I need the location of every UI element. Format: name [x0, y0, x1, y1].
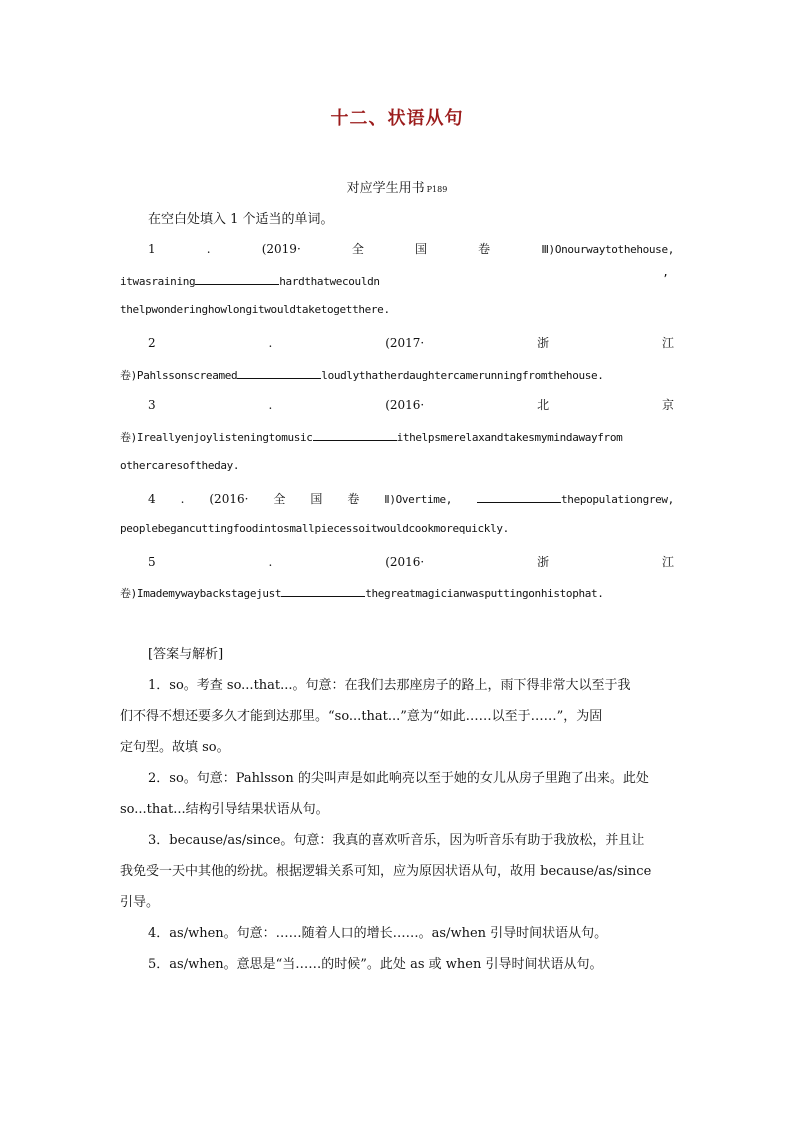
q4-year: (2016·: [209, 492, 249, 506]
answer-4-line-1: 4．as/when。句意：……随着人口的增长……。as/when 引导时间状语从句。: [148, 926, 608, 941]
q1-dot: .: [206, 242, 211, 256]
question-1-line-3: thelpwonderinghowlongitwouldtaketogetthere.: [120, 303, 390, 316]
answers-section: [120, 639, 674, 980]
question-3-line-3: othercaresoftheday.: [120, 459, 240, 472]
answer-3-line-3: 引导。: [120, 895, 160, 910]
q1-text-2b: hardthatwecouldn: [279, 275, 380, 288]
q4-dot: .: [180, 492, 185, 506]
q2-char-a: 浙: [537, 336, 550, 350]
answer-5-line-1: 5．as/when。意思是“当……的时候”。此处 as 或 when 引导时间状语从句。: [148, 957, 603, 972]
q5-char-a: 浙: [537, 555, 550, 569]
question-3-line-1: [148, 396, 674, 413]
q3-char-a: 北: [537, 398, 550, 412]
subtitle-text: 对应学生用书: [346, 181, 425, 196]
q1-char-b: 国: [415, 242, 428, 256]
answer-blank-4[interactable]: [477, 490, 561, 503]
question-4-line-1: [148, 490, 674, 507]
question-2-line-1: [148, 334, 674, 351]
q4-number: 4: [148, 492, 156, 506]
question-5-line-1: [148, 553, 674, 570]
q3-text-2a: 卷)Ireallyenjoylisteningtomusic: [120, 431, 313, 444]
q2-text-2a: 卷)Pahlssonscreamed: [120, 369, 238, 382]
q1-year: (2019·: [261, 242, 301, 256]
q5-char-b: 江: [661, 555, 674, 569]
question-1-line-1: [148, 240, 674, 257]
q4-char-a: 全: [273, 492, 286, 506]
answer-blank-2[interactable]: [237, 366, 321, 379]
answer-blank-3[interactable]: [313, 428, 397, 441]
q2-char-b: 江: [661, 336, 674, 350]
q1-text-2a: itwasraining: [120, 275, 196, 288]
q2-text-2b: loudlythatherdaughtercamerunningfromthehouse.: [321, 369, 604, 382]
q3-text-2b: ithelpsmerelaxandtakesmymindawayfrom: [396, 431, 623, 444]
answer-1-line-1: 1．so。考查 so...that...。句意：在我们去那座房子的路上，雨下得非常大以至于我: [148, 678, 631, 693]
q4-text-e-content: thepopulationgrew,: [561, 493, 674, 506]
q1-text-d: Ⅲ)Onourwaytothehouse,: [541, 243, 674, 256]
q5-dot: .: [268, 555, 273, 569]
question-3-line-2: [120, 428, 674, 445]
answer-1-line-2: 们不得不想还要多久才能到达那里。“so...that...”意为“如此……以至于……”，为固: [120, 709, 603, 724]
q1-apostrophe: ’: [662, 272, 669, 285]
instruction: 在空白处填入 1 个适当的单词。: [148, 212, 334, 227]
q5-year: (2016·: [385, 555, 425, 569]
q2-number: 2: [148, 336, 156, 350]
question-4-line-2: peoplebegancuttingfoodintosmallpiecessoitwouldcookmorequickly.: [120, 522, 509, 535]
q4-text-e: [477, 490, 674, 506]
answer-blank-1[interactable]: [195, 272, 279, 285]
q3-year: (2016·: [385, 398, 425, 412]
q1-char-c: 卷: [478, 242, 491, 256]
answer-3-line-2: 我免受一天中其他的纷扰。根据逻辑关系可知，应为原因状语从句，故用 because/as/since: [120, 864, 652, 879]
q4-text-d: Ⅱ)Overtime,: [384, 493, 453, 506]
q5-text-2a: 卷)Imademywaybackstagejust: [120, 587, 282, 600]
answer-2-line-2: so...that...结构引导结果状语从句。: [120, 802, 329, 817]
question-5-line-2: [120, 584, 674, 601]
q3-dot: .: [268, 398, 273, 412]
q4-char-c: 卷: [347, 492, 360, 506]
page-title: 十二、状语从句: [330, 108, 464, 129]
q2-dot: .: [268, 336, 273, 350]
answer-blank-5[interactable]: [281, 584, 365, 597]
q2-year: (2017·: [385, 336, 425, 350]
q5-number: 5: [148, 555, 156, 569]
q3-char-b: 京: [661, 398, 674, 412]
q5-text-2b: thegreatmagicianwasputtingonhistophat.: [365, 587, 604, 600]
page-number: P189: [426, 185, 448, 194]
q3-number: 3: [148, 398, 156, 412]
answer-2-line-1: 2．so。句意：Pahlsson 的尖叫声是如此响亮以至于她的女儿从房子里跑了出来。此处: [148, 771, 649, 786]
question-1-line-2: [120, 272, 674, 288]
q1-char-a: 全: [351, 242, 364, 256]
question-2-line-2: [120, 366, 674, 383]
page-reference: [0, 177, 794, 196]
q4-char-b: 国: [310, 492, 323, 506]
answer-3-line-1: 3．because/as/since。句意：我真的喜欢听音乐，因为听音乐有助于我放松，并且让: [148, 833, 645, 848]
q1-number: 1: [148, 242, 156, 256]
answer-1-line-3: 定句型。故填 so。: [120, 740, 230, 755]
answers-heading: [答案与解析]: [148, 647, 224, 662]
